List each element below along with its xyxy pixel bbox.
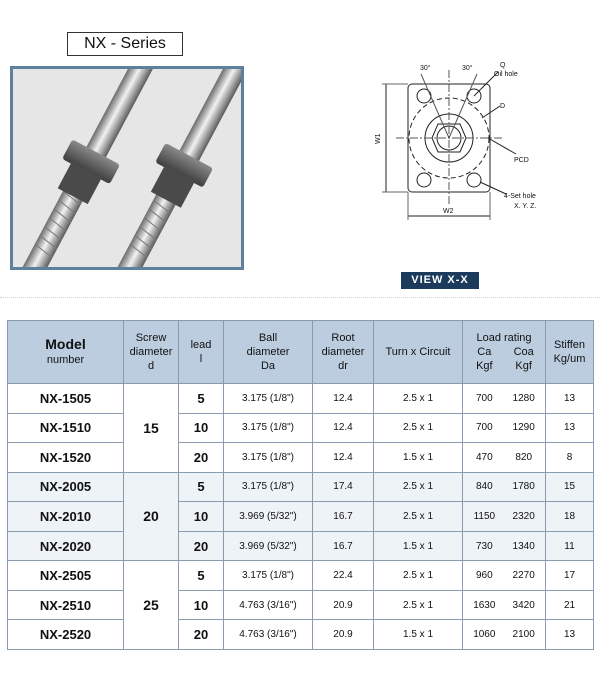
spec-table xyxy=(7,320,594,650)
set-hole-label: 4-Set hole xyxy=(504,193,536,200)
table-row xyxy=(8,590,594,620)
screw-diameter-cell: 20 xyxy=(124,472,179,561)
stiffness-cell: 11 xyxy=(546,531,594,561)
load-cell: 1060 2100 xyxy=(463,620,546,650)
header-lead: lead l xyxy=(179,321,224,384)
model-cell: NX-1510 xyxy=(8,413,124,443)
table-row xyxy=(8,502,594,532)
angle-right-label: 30° xyxy=(462,65,473,72)
pcd-label: PCD xyxy=(514,157,529,164)
load-cell: 730 1340 xyxy=(463,531,546,561)
turn-cell: 1.5 x 1 xyxy=(374,443,463,473)
series-title: NX - Series xyxy=(67,32,183,56)
view-label: VIEW X-X xyxy=(401,272,479,289)
lead-cell: 10 xyxy=(179,413,224,443)
ball-cell: 3.969 (5/32") xyxy=(224,502,313,532)
root-cell: 22.4 xyxy=(313,561,374,591)
lead-cell: 10 xyxy=(179,502,224,532)
root-cell: 20.9 xyxy=(313,620,374,650)
set-hole-bl xyxy=(417,173,431,187)
turn-cell: 2.5 x 1 xyxy=(374,561,463,591)
model-cell: NX-1505 xyxy=(8,384,124,414)
turn-cell: 1.5 x 1 xyxy=(374,531,463,561)
root-cell: 12.4 xyxy=(313,443,374,473)
header-ball: Ball diameter Da xyxy=(224,321,313,384)
turn-cell: 2.5 x 1 xyxy=(374,413,463,443)
ball-cell: 4.763 (3/16") xyxy=(224,590,313,620)
xyz-label: X. Y. Z. xyxy=(514,203,537,210)
header-turn: Turn x Circuit xyxy=(374,321,463,384)
ball-screw-illustration xyxy=(13,69,241,267)
load-cell: 1630 3420 xyxy=(463,590,546,620)
stiffness-cell: 13 xyxy=(546,620,594,650)
stiffness-cell: 21 xyxy=(546,590,594,620)
lead-cell: 20 xyxy=(179,531,224,561)
ball-cell: 3.175 (1/8") xyxy=(224,561,313,591)
table-row xyxy=(8,413,594,443)
header-model: Model number xyxy=(8,321,124,384)
model-cell: NX-2505 xyxy=(8,561,124,591)
screw-diameter-cell: 15 xyxy=(124,384,179,473)
turn-cell: 2.5 x 1 xyxy=(374,502,463,532)
divider xyxy=(0,297,600,300)
ball-cell: 4.763 (3/16") xyxy=(224,620,313,650)
d-label: D xyxy=(500,103,506,110)
ball-cell: 3.175 (1/8") xyxy=(224,413,313,443)
table-row xyxy=(8,620,594,650)
header-stiffness: Stiffen Kg/um xyxy=(546,321,594,384)
ball-cell: 3.175 (1/8") xyxy=(224,472,313,502)
oil-hole-label: Oil hole xyxy=(494,71,518,78)
root-cell: 12.4 xyxy=(313,384,374,414)
table-row xyxy=(8,384,594,414)
model-cell: NX-2005 xyxy=(8,472,124,502)
flange-diagram xyxy=(366,58,566,278)
load-cell: 840 1780 xyxy=(463,472,546,502)
q-label: Q xyxy=(500,62,506,69)
header-root: Root diameter dr xyxy=(313,321,374,384)
product-photo xyxy=(10,66,244,270)
lead-cell: 5 xyxy=(179,472,224,502)
model-cell: NX-2010 xyxy=(8,502,124,532)
header-load: Load rating Ca KgfCoa Kgf xyxy=(463,321,546,384)
ball-cell: 3.175 (1/8") xyxy=(224,443,313,473)
root-cell: 17.4 xyxy=(313,472,374,502)
table-row xyxy=(8,561,594,591)
load-cell: 700 1290 xyxy=(463,413,546,443)
table-row xyxy=(8,472,594,502)
turn-cell: 2.5 x 1 xyxy=(374,590,463,620)
root-cell: 20.9 xyxy=(313,590,374,620)
screw-diameter-cell: 25 xyxy=(124,561,179,650)
table-row xyxy=(8,531,594,561)
stiffness-cell: 8 xyxy=(546,443,594,473)
w1-label: W1 xyxy=(375,133,382,144)
load-cell: 700 1280 xyxy=(463,384,546,414)
ball-cell: 3.175 (1/8") xyxy=(224,384,313,414)
stiffness-cell: 13 xyxy=(546,384,594,414)
w2-label: W2 xyxy=(443,208,454,215)
table-row xyxy=(8,443,594,473)
turn-cell: 1.5 x 1 xyxy=(374,620,463,650)
turn-cell: 2.5 x 1 xyxy=(374,384,463,414)
stiffness-cell: 13 xyxy=(546,413,594,443)
load-cell: 470 820 xyxy=(463,443,546,473)
lead-cell: 20 xyxy=(179,443,224,473)
model-cell: NX-1520 xyxy=(8,443,124,473)
lead-cell: 20 xyxy=(179,620,224,650)
stiffness-cell: 18 xyxy=(546,502,594,532)
root-cell: 16.7 xyxy=(313,502,374,532)
model-cell: NX-2510 xyxy=(8,590,124,620)
load-cell: 960 2270 xyxy=(463,561,546,591)
model-cell: NX-2520 xyxy=(8,620,124,650)
model-cell: NX-2020 xyxy=(8,531,124,561)
ball-cell: 3.969 (5/32") xyxy=(224,531,313,561)
stiffness-cell: 17 xyxy=(546,561,594,591)
header-screw: Screw diameter d xyxy=(124,321,179,384)
load-cell: 1150 2320 xyxy=(463,502,546,532)
lead-cell: 10 xyxy=(179,590,224,620)
stiffness-cell: 15 xyxy=(546,472,594,502)
turn-cell: 2.5 x 1 xyxy=(374,472,463,502)
lead-cell: 5 xyxy=(179,384,224,414)
root-cell: 16.7 xyxy=(313,531,374,561)
angle-left-label: 30° xyxy=(420,65,431,72)
set-hole-br xyxy=(467,173,481,187)
root-cell: 12.4 xyxy=(313,413,374,443)
lead-cell: 5 xyxy=(179,561,224,591)
